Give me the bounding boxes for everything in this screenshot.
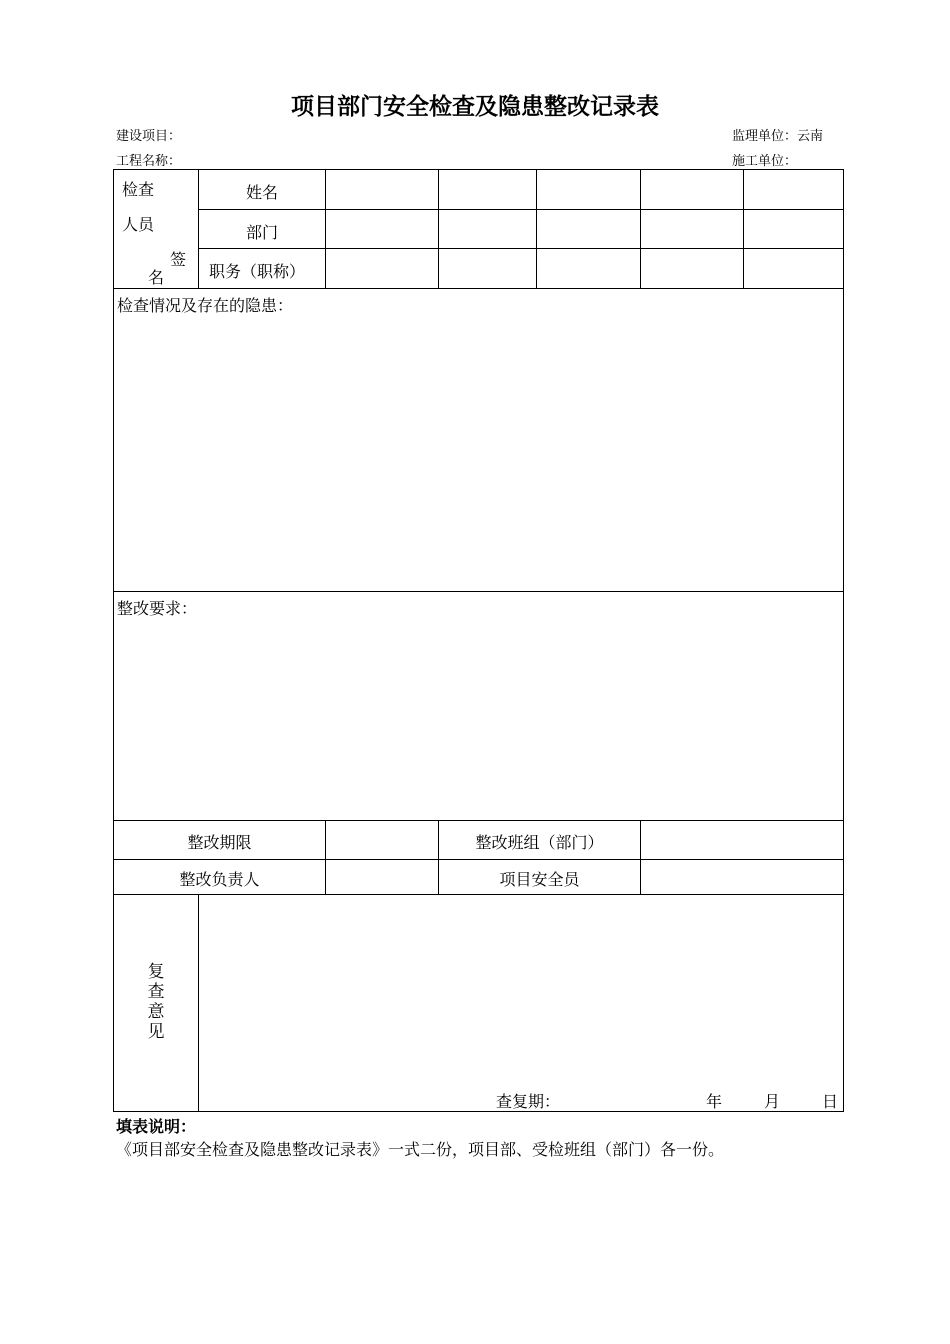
hazards-label: 检查情况及存在的隐患： [117,296,294,315]
grid-line [113,288,844,289]
review-year-label: 年 [706,1092,723,1111]
review-month-label: 月 [764,1092,781,1111]
supervision-unit-label: 监理单位：云南 [732,129,824,144]
deadline-label: 整改期限 [187,833,252,852]
page-title: 项目部门安全检查及隐患整改记录表 [291,94,659,120]
grid-line [113,820,844,821]
notes-heading: 填表说明： [116,1117,197,1136]
grid-line [198,209,844,210]
grid-line [438,169,439,289]
row-label-name: 姓名 [245,183,278,202]
grid-line [113,894,844,895]
requirements-label: 整改要求： [117,599,198,618]
grid-line [640,169,641,289]
table-border-right [843,169,844,1112]
construction-unit-label: 施工单位： [732,154,798,169]
grid-line [198,248,844,249]
safety-officer-label: 项目安全员 [499,870,580,889]
review-opinion-label: 复查意见 [147,962,165,1042]
grid-line [743,169,744,289]
inspectors-label-2: 人员 [122,215,155,234]
responsible-label: 整改负责人 [179,870,260,889]
table-border-top [113,169,844,170]
review-date-label: 查复期： [496,1092,561,1111]
grid-line [536,169,537,289]
grid-line [325,820,326,895]
notes-body: 《项目部安全检查及隐患整改记录表》一式二份，项目部、受检班组（部门）各一份。 [116,1140,725,1159]
inspectors-label-1: 检查 [122,180,155,199]
grid-line [113,859,844,860]
grid-line [113,591,844,592]
review-day-label: 日 [822,1092,839,1111]
construction-project-label: 建设项目： [116,129,182,144]
table-border-left [113,169,114,1112]
grid-line [198,894,199,1112]
project-name-label: 工程名称： [116,154,182,169]
row-label-department: 部门 [245,223,278,242]
table-border-bottom [113,1111,844,1112]
grid-line [325,169,326,289]
row-label-position: 职务（职称） [209,262,306,281]
inspectors-label-3: 签 [170,250,187,269]
inspectors-label-4: 名 [148,268,165,287]
grid-line [640,820,641,895]
team-label: 整改班组（部门） [475,833,604,852]
